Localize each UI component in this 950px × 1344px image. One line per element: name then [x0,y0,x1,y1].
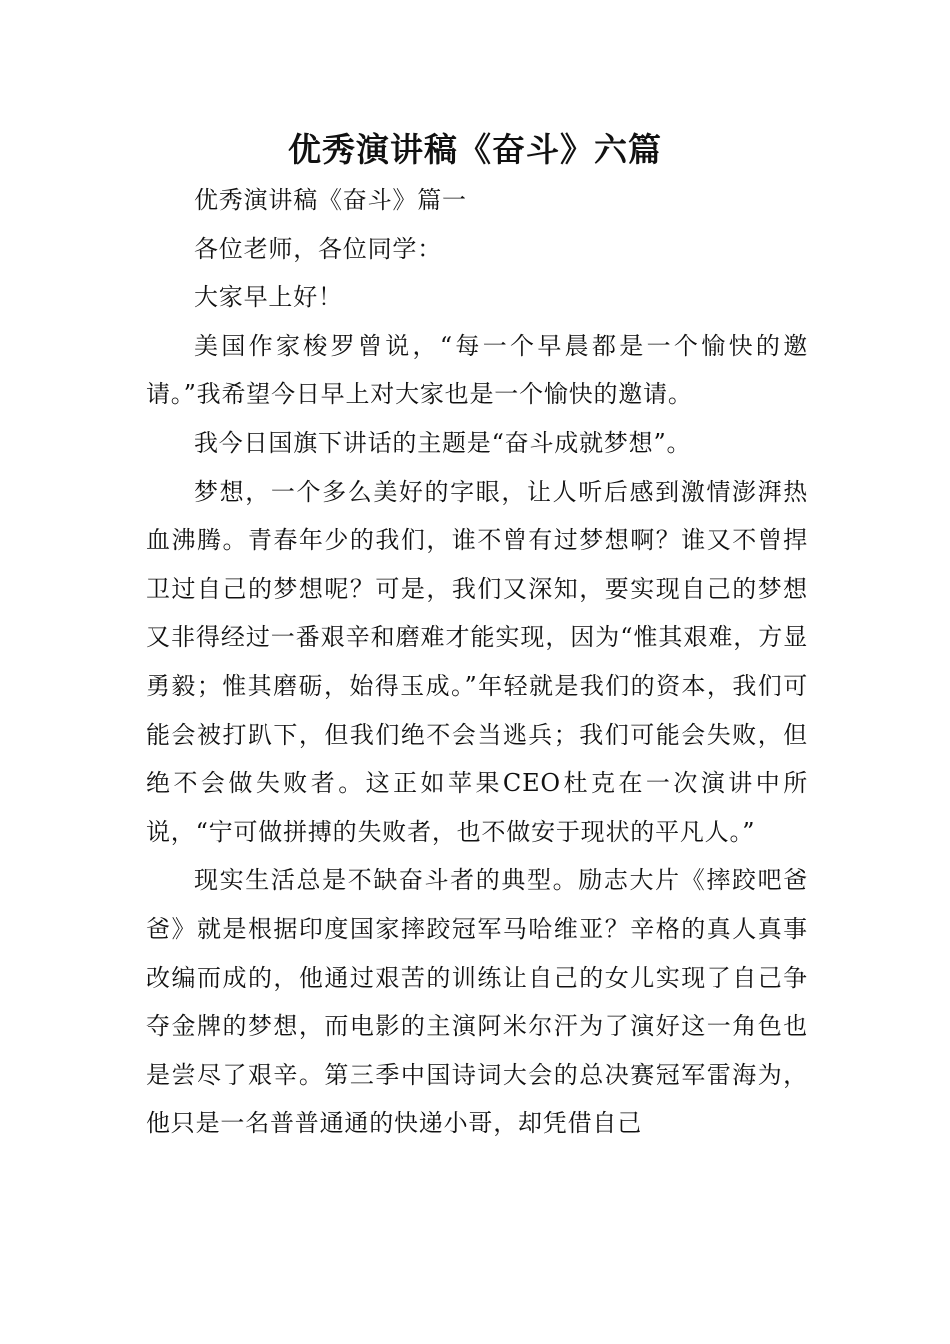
body-paragraph: 我今日国旗下讲话的主题是“奋斗成就梦想”。 [194,428,692,457]
document-body [146,176,808,1148]
salutation: 各位老师，各位同学： [194,234,442,263]
body-paragraph: 现实生活总是不缺奋斗者的典型。励志大片《摔跤吧爸爸》就是根据印度国家摔跤冠军马哈维亚？辛格的真人真事改编而成的，他通过艰苦的训练让自己的女儿实现了自己争夺金牌的梦想，而电影的主演阿米尔汗为了演好这一角色也是尝尽了艰辛。第三季中国诗词大会的总决赛冠军雷海为，他只是一名普普通通的快递小哥，却凭借自己 [146,866,808,1138]
section-heading: 优秀演讲稿《奋斗》篇一 [194,186,467,214]
body-paragraph: 美国作家梭罗曾说，“每一个早晨都是一个愉快的邀请。”我希望今日早上对大家也是一个愉快的邀请。 [146,331,808,409]
body-paragraph: 梦想，一个多么美好的字眼，让人听后感到激情澎湃热血沸腾。青春年少的我们，谁不曾有过梦想啊？谁又不曾捍卫过自己的梦想呢？可是，我们又深知，要实现自己的梦想又非得经过一番艰辛和磨难才能实现，因为“惟其艰难，方显勇毅；惟其磨砺，始得玉成。”年轻就是我们的资本，我们可能会被打趴下，但我们绝不会当逃兵；我们可能会失败，但绝不会做失败者。这正如苹果CEO杜克在一次演讲中所说，“宁可做拼搏的失败者，也不做安于现状的平凡人。” [146,477,808,846]
greeting: 大家早上好！ [194,283,343,312]
document-title: 优秀演讲稿《奋斗》六篇 [288,130,662,169]
